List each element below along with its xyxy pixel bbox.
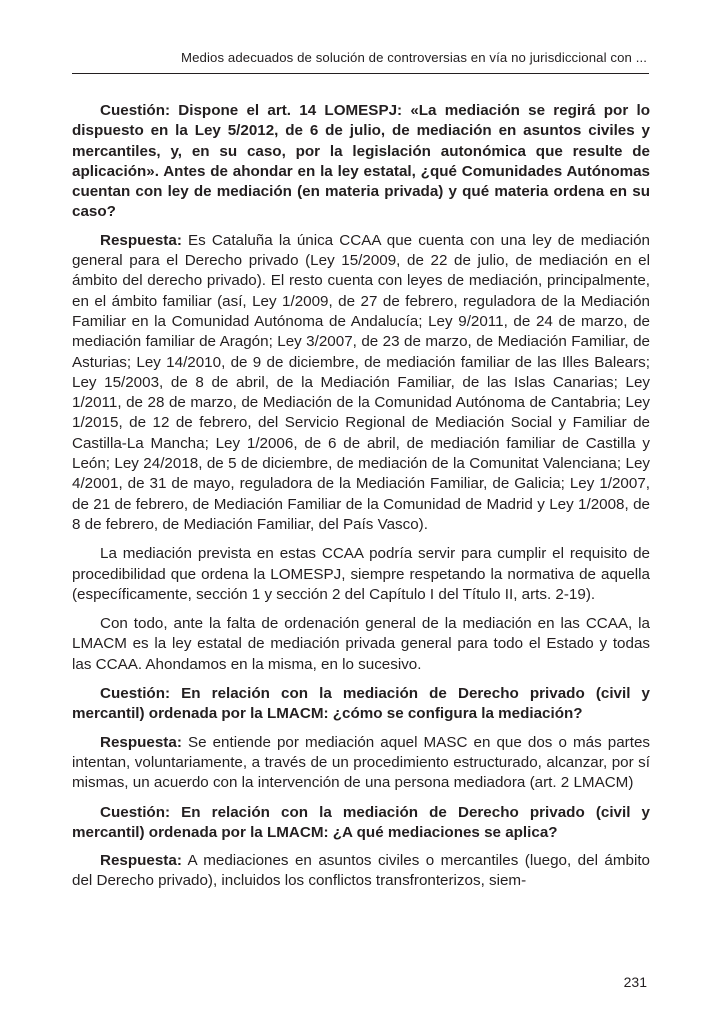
- answer-text: Se entiende por mediación aquel MASC en que dos o más partes intentan, voluntariamente, a través de un procedimiento estructurado, alcanzar, por sí mismas, un acuerdo con la intervención de una persona mediadora (art. 2 LMACM): [72, 733, 650, 792]
- question-text: Cuestión: Dispone el art. 14 LOMESPJ: «La mediación se regirá por lo dispuesto en la Ley 5/2012, de 6 de julio, de mediación en asuntos civiles y mercantiles, y, en su caso, por la legislación autonómica que resulte de aplicación». Antes de ahondar en la ley estatal, ¿qué Comunidades Autónomas cuentan con ley de mediación (en materia privada) y qué materia ordena en su caso?: [72, 102, 650, 221]
- running-header: Medios adecuados de solución de controversias en vía no jurisdiccional con ...: [181, 50, 647, 65]
- answer-label: Respuesta:: [100, 852, 182, 870]
- body-paragraph: [72, 614, 650, 675]
- question-text: Cuestión: En relación con la mediación de Derecho privado (civil y mercantil) ordenada por la LMACM: ¿A qué mediaciones se aplica?: [72, 803, 650, 841]
- question-text: Cuestión: En relación con la mediación de Derecho privado (civil y mercantil) ordenada por la LMACM: ¿cómo se configura la mediación?: [72, 685, 650, 723]
- answer-paragraph: [72, 733, 650, 794]
- page-body: [72, 101, 650, 901]
- paragraph-text: Con todo, ante la falta de ordenación general de la mediación en las CCAA, la LMACM es la ley estatal de mediación privada general para todo el Estado y todas las CCAA. Ahondamos en la misma, en lo sucesivo.: [72, 615, 650, 673]
- answer-text: A mediaciones en asuntos civiles o mercantiles (luego, del ámbito del Derecho privado), incluidos los conflictos transfronterizos, siem-: [72, 852, 650, 890]
- header-rule: [72, 73, 649, 74]
- page-number: 231: [623, 974, 647, 990]
- question-paragraph: [72, 684, 650, 725]
- answer-text: Es Cataluña la única CCAA que cuenta con una ley de mediación general para el Derecho privado (Ley 15/2009, de 22 de julio, de mediación en el ámbito del derecho privado). El resto cuenta con leyes de mediación, principalmente, en el ámbito familiar (así, Ley 1/2009, de 27 de febrero, reguladora de la Mediación Familiar en la Comunidad Autónoma de Andalucía; Ley 9/2011, de 24 de marzo, de mediación familiar de Aragón; Ley 3/2007, de 23 de marzo, de Mediación Familiar, de Asturias; Ley 14/2010, de 9 de diciembre, de mediación familiar de las Illes Balears; Ley 15/2003, de 8 de abril, de la Mediación Familiar, de las Islas Canarias; Ley 1/2011, de 28 de marzo, de Mediación de la Comunidad Autónoma de Cantabria; Ley 1/2015, de 12 de febrero, del Servicio Regional de Mediación Social y Familiar de Castilla-La Mancha; Ley 1/2006, de 6 de abril, de mediación familiar de Castilla y León; Ley 24/2018, de 5 de diciembre, de mediación de la Comunitat Valenciana; Ley 4/2001, de 31 de mayo, reguladora de la Mediación Familiar, de Galicia; Ley 1/2007, de 21 de febrero, de Mediación Familiar de la Comunidad de Madrid y Ley 1/2008, de 8 de febrero, de Mediación Familiar, del País Vasco).: [72, 231, 650, 533]
- answer-paragraph: [72, 851, 650, 892]
- paragraph-text: La mediación prevista en estas CCAA podría servir para cumplir el requisito de procedibilidad que ordena la LOMESPJ, siempre respetando la normativa de aquella (específicamente, sección 1 y sección 2 del Capítulo I del Título II, arts. 2-19).: [72, 545, 650, 603]
- answer-label: Respuesta:: [100, 733, 182, 751]
- question-paragraph: [72, 803, 650, 844]
- body-paragraph: [72, 544, 650, 605]
- answer-label: Respuesta:: [100, 231, 182, 249]
- question-paragraph: [72, 101, 650, 223]
- answer-paragraph: [72, 231, 650, 535]
